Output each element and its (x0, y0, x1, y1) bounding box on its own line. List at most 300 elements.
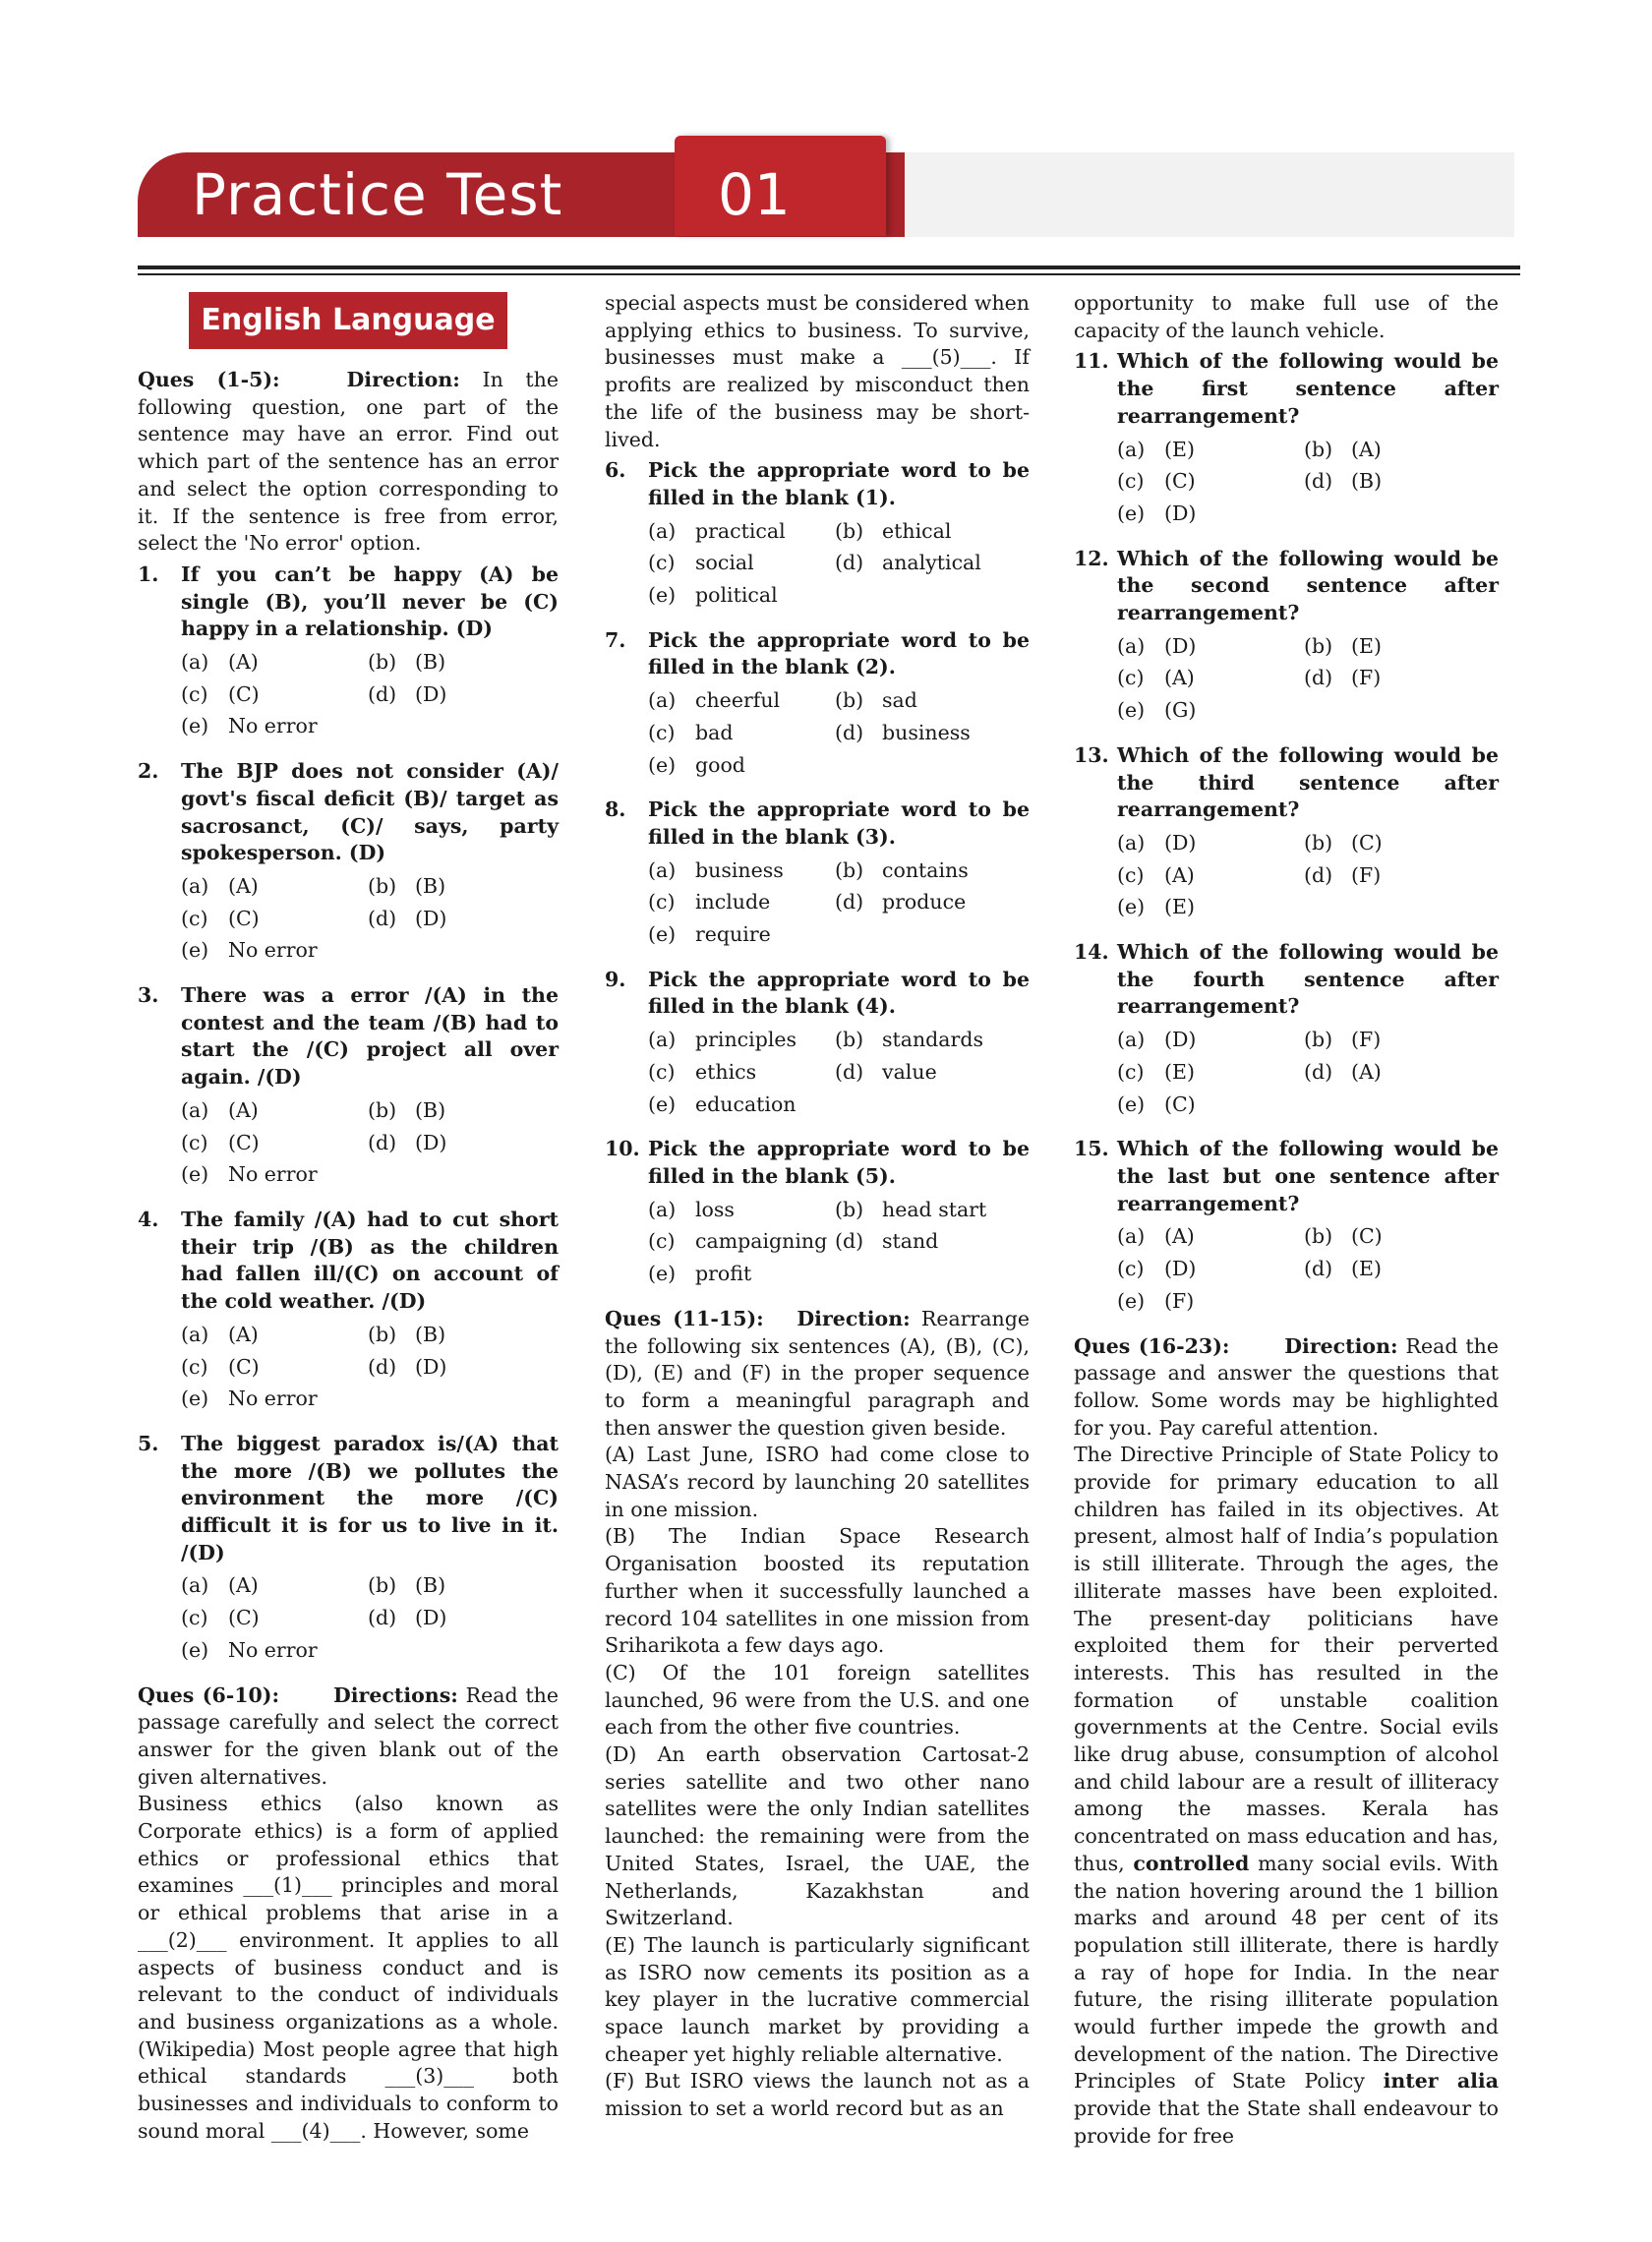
option-letter: (d) (1304, 469, 1333, 494)
page-title: Practice Test (192, 161, 563, 228)
answer-option[interactable] (181, 1572, 368, 1600)
question (1074, 939, 1499, 1021)
answer-option[interactable] (1117, 830, 1304, 857)
answer-option[interactable] (648, 1092, 835, 1119)
option-letter: (a) (1117, 830, 1146, 855)
answer-option[interactable] (648, 550, 835, 577)
answer-option[interactable] (648, 921, 835, 949)
option-letter: (d) (835, 720, 864, 744)
option-text: (D) (415, 1354, 447, 1379)
option-letter: (a) (1117, 633, 1146, 658)
answer-option[interactable] (1117, 468, 1304, 496)
option-text: (D) (415, 681, 447, 706)
answer-option[interactable] (835, 720, 1030, 747)
option-letter: (b) (368, 1322, 397, 1346)
option-text: head start (882, 1197, 987, 1221)
option-text: (D) (1164, 501, 1197, 525)
answer-option[interactable] (1117, 1223, 1304, 1251)
header-rule-top (138, 266, 1520, 269)
option-letter: (d) (1304, 1257, 1333, 1281)
answer-option[interactable] (648, 1197, 835, 1224)
option-text: sad (882, 688, 917, 713)
option-letter: (e) (648, 1262, 677, 1286)
question-number: 1. (138, 561, 159, 586)
answer-option[interactable] (835, 687, 1030, 715)
option-text: (D) (1164, 633, 1197, 658)
option-text: (D) (1164, 1028, 1197, 1052)
highlighted-word: controlled (1133, 1851, 1250, 1875)
option-letter: (e) (1117, 1092, 1146, 1116)
option-text: (C) (228, 1354, 260, 1379)
section-heading (138, 292, 559, 349)
answer-option[interactable] (181, 1130, 368, 1157)
answer-option[interactable] (1304, 665, 1499, 692)
section-badge: English Language (189, 292, 506, 349)
direction-label: Ques (6-10): (138, 1682, 280, 1707)
direction-6-10 (138, 1682, 559, 1792)
option-text: analytical (882, 551, 981, 575)
question-number: 9. (605, 967, 626, 991)
answer-option[interactable] (648, 752, 835, 780)
direction-label: Ques (1-5): (138, 368, 280, 391)
answer-option[interactable] (181, 1097, 368, 1125)
option-letter: (a) (648, 518, 677, 543)
question-text: If you can’t be happy (A) be single (B), you’ll never be (C) happy in a relationship. (D) (181, 561, 559, 641)
option-letter: (b) (835, 1028, 864, 1052)
option-text: (D) (1164, 830, 1197, 855)
answer-option[interactable] (368, 1322, 559, 1349)
option-letter: (c) (181, 906, 208, 930)
option-letter: (c) (1117, 666, 1145, 690)
option-text: stand (882, 1229, 939, 1254)
answer-options (1117, 830, 1499, 921)
answer-option[interactable] (1304, 633, 1499, 661)
option-text: (E) (1351, 1257, 1382, 1281)
option-letter: (d) (368, 1354, 397, 1379)
question-list (1074, 348, 1499, 1315)
option-letter: (c) (181, 1130, 208, 1154)
sentence-list (605, 1442, 1030, 2123)
option-letter: (b) (1304, 437, 1333, 461)
option-text: (A) (1351, 1059, 1382, 1084)
answer-option[interactable] (648, 1059, 835, 1087)
answer-option[interactable] (368, 649, 559, 677)
answer-option[interactable] (1304, 437, 1499, 464)
answer-option[interactable] (181, 713, 368, 740)
rearrange-sentence: (B) The Indian Space Research Organisation boosted its reputation further when it successfully launched a record 104 satellites in one mission from Sriharikota a few days ago. (605, 1524, 1030, 1658)
answer-options (648, 857, 1030, 949)
direction-text: In the following question, one part of the sentence may have an error. Find out which part of the sentence has an error and select the option corresponding to it. If the sentence is free from error, select the 'No error' option. (138, 368, 559, 556)
answer-option[interactable] (835, 1027, 1030, 1054)
option-text: (F) (1164, 1288, 1195, 1313)
column-2 (605, 290, 1030, 2123)
option-letter: (c) (181, 1354, 208, 1379)
option-letter: (b) (835, 688, 864, 713)
option-letter: (d) (835, 1229, 864, 1254)
option-letter: (d) (368, 1606, 397, 1630)
answer-option[interactable] (368, 1097, 559, 1125)
question-text: Which of the following would be the last but one sentence after rearrangement? (1117, 1137, 1499, 1215)
option-letter: (c) (1117, 1257, 1145, 1281)
option-text: (B) (1351, 469, 1383, 494)
answer-option[interactable] (181, 1386, 368, 1413)
option-text: No error (228, 938, 318, 963)
option-letter: (d) (835, 890, 864, 914)
answer-options (181, 1572, 559, 1664)
option-letter: (c) (648, 551, 676, 575)
option-letter: (e) (1117, 1288, 1146, 1313)
answer-option[interactable] (1304, 830, 1499, 857)
sentence-continued: opportunity to make full use of the capacity of the launch vehicle. (1074, 291, 1499, 342)
answer-option[interactable] (835, 518, 1030, 546)
answer-option[interactable] (1117, 1027, 1304, 1054)
option-text: (E) (1164, 1059, 1195, 1084)
option-text: loss (695, 1197, 735, 1221)
question (1074, 1136, 1499, 1217)
answer-option[interactable] (648, 582, 835, 610)
question-number: 14. (1074, 940, 1109, 965)
question (138, 561, 559, 643)
answer-option[interactable] (1304, 468, 1499, 496)
option-text: social (695, 551, 754, 575)
option-letter: (d) (1304, 666, 1333, 690)
answer-option[interactable] (1304, 1256, 1499, 1283)
question-number: 5. (138, 1431, 159, 1455)
option-text: No error (228, 1386, 318, 1411)
answer-options (181, 649, 559, 740)
answer-option[interactable] (1304, 862, 1499, 890)
option-letter: (b) (1304, 1224, 1333, 1249)
answer-option[interactable] (835, 889, 1030, 916)
answer-option[interactable] (648, 889, 835, 916)
direction-word: Direction: (346, 368, 460, 391)
answer-option[interactable] (1117, 1288, 1304, 1316)
answer-option[interactable] (181, 873, 368, 901)
answer-option[interactable] (648, 1228, 835, 1256)
option-text: (A) (228, 1573, 259, 1598)
option-letter: (c) (1117, 862, 1145, 887)
option-text: political (695, 583, 778, 608)
direction-word: Direction: (1284, 1333, 1398, 1358)
answer-option[interactable] (648, 720, 835, 747)
option-text: ethics (695, 1059, 757, 1084)
direction-text: Rearrange the following six sentences (A), (B), (C), (D), (E) and (F) in the proper sequence to form a meaningful paragraph and then answer the question given beside. (605, 1306, 1030, 1440)
direction-word: Direction: (796, 1306, 911, 1330)
answer-option[interactable] (181, 1637, 368, 1665)
option-letter: (a) (181, 1573, 209, 1598)
question-number: 3. (138, 983, 159, 1008)
passage-education (1074, 1442, 1499, 2150)
answer-option[interactable] (648, 518, 835, 546)
option-letter: (e) (648, 922, 677, 947)
answer-option[interactable] (368, 873, 559, 901)
option-text: (C) (228, 1130, 260, 1154)
question-text: Pick the appropriate word to be filled in the blank (5). (648, 1137, 1030, 1188)
option-letter: (e) (1117, 698, 1146, 723)
option-text: (B) (415, 1097, 446, 1122)
option-text: (A) (228, 650, 259, 675)
option-letter: (a) (1117, 1028, 1146, 1052)
question-number: 4. (138, 1207, 159, 1231)
answer-option[interactable] (181, 1161, 368, 1189)
passage-continued: special aspects must be considered when applying ethics to business. To survive, businesses must make a ___(5)___. If profits are realized by misconduct then the life of the business may be short-lived. (605, 291, 1030, 451)
answer-option[interactable] (648, 687, 835, 715)
direction-1-5 (138, 367, 559, 558)
answer-option[interactable] (368, 1130, 559, 1157)
option-letter: (a) (181, 650, 209, 675)
question-text: Pick the appropriate word to be filled in the blank (1). (648, 458, 1030, 509)
answer-option[interactable] (1117, 862, 1304, 890)
option-letter: (a) (181, 1322, 209, 1346)
option-letter: (e) (1117, 501, 1146, 525)
answer-option[interactable] (1117, 437, 1304, 464)
question (1074, 742, 1499, 824)
option-letter: (e) (181, 938, 209, 963)
direction-11-15 (605, 1306, 1030, 1443)
option-text: (D) (415, 906, 447, 930)
answer-option[interactable] (1117, 501, 1304, 528)
option-text: cheerful (695, 688, 781, 713)
option-letter: (c) (648, 890, 676, 914)
question-text: Which of the following would be the third sentence after rearrangement? (1117, 742, 1499, 822)
option-text: (A) (1164, 1224, 1195, 1249)
answer-option[interactable] (1117, 894, 1304, 921)
option-letter: (a) (648, 857, 677, 882)
rearrange-sentence: (F) But ISRO views the launch not as a mission to set a world record but as an (605, 2069, 1030, 2121)
question (1074, 348, 1499, 430)
option-text: profit (695, 1262, 752, 1286)
question-text: The BJP does not consider (A)/ govt's fiscal deficit (B)/ target as sacrosanct, (C)/ says, party spokesperson. (D) (181, 759, 559, 865)
option-text: business (882, 720, 971, 744)
answer-option[interactable] (368, 681, 559, 709)
question-number: 6. (605, 458, 626, 483)
option-text: (D) (415, 1130, 447, 1154)
option-letter: (b) (368, 1573, 397, 1598)
question (605, 967, 1030, 1021)
question-number: 15. (1074, 1137, 1109, 1161)
option-text: include (695, 890, 771, 914)
passage-business-ethics: Business ethics (also known as Corporate ethics) is a form of applied ethics or professional ethics that examines ___(1)___ principles and moral or ethical problems that arise in a ___(2)___ environment. It applies to all aspects of business conduct and is relevant to the conduct of individuals and business organizations as a whole. (Wikipedia) Most people agree that high ethical standards ___(3)___ both businesses and individuals to conform to sound moral ___(4)___. However, some (138, 1792, 559, 2143)
answer-option[interactable] (835, 1197, 1030, 1224)
option-text: ethical (882, 518, 952, 543)
option-letter: (e) (181, 714, 209, 738)
option-letter: (c) (648, 1229, 676, 1254)
option-letter: (b) (1304, 633, 1333, 658)
answer-option[interactable] (1117, 665, 1304, 692)
option-letter: (a) (181, 873, 209, 898)
question-list (138, 561, 559, 1665)
direction-label: Ques (11-15): (605, 1306, 764, 1330)
option-letter: (b) (835, 1197, 864, 1221)
option-text: (C) (228, 906, 260, 930)
option-text: (B) (415, 873, 446, 898)
answer-option[interactable] (1117, 1256, 1304, 1283)
answer-options (648, 1197, 1030, 1288)
answer-options (648, 518, 1030, 610)
option-letter: (e) (181, 1386, 209, 1411)
answer-option[interactable] (1304, 1027, 1499, 1054)
option-text: (E) (1164, 895, 1195, 919)
question-number: 10. (605, 1137, 640, 1161)
option-text: (C) (1164, 1092, 1196, 1116)
column-1 (138, 290, 559, 2145)
question (605, 627, 1030, 681)
answer-option[interactable] (1117, 1059, 1304, 1087)
answer-option[interactable] (368, 1354, 559, 1382)
answer-option[interactable] (181, 906, 368, 933)
option-letter: (e) (648, 583, 677, 608)
option-letter: (e) (648, 752, 677, 777)
rearrange-sentence: (A) Last June, ISRO had come close to NASA’s record by launching 20 satellites in one mission. (605, 1443, 1030, 1521)
question-number: 7. (605, 627, 626, 652)
answer-option[interactable] (1117, 697, 1304, 725)
option-text: value (882, 1059, 937, 1084)
answer-option[interactable] (648, 1027, 835, 1054)
option-text: (D) (1164, 1257, 1197, 1281)
answer-options (181, 873, 559, 965)
option-letter: (d) (1304, 1059, 1333, 1084)
question-text: Pick the appropriate word to be filled in the blank (3). (648, 797, 1030, 849)
answer-option[interactable] (368, 906, 559, 933)
option-text: produce (882, 890, 967, 914)
option-letter: (c) (1117, 1059, 1145, 1084)
question-list (605, 457, 1030, 1288)
answer-option[interactable] (1304, 1223, 1499, 1251)
option-text: practical (695, 518, 786, 543)
option-letter: (b) (835, 857, 864, 882)
answer-option[interactable] (181, 681, 368, 709)
option-text: (D) (415, 1606, 447, 1630)
question (138, 982, 559, 1092)
question-text: Which of the following would be the fourth sentence after rearrangement? (1117, 940, 1499, 1019)
rearrange-sentence: (C) Of the 101 foreign satellites launched, 96 were from the U.S. and one each from the other five countries. (605, 1660, 1030, 1740)
highlighted-word: inter alia (1383, 2069, 1499, 2094)
question-text: Pick the appropriate word to be filled in the blank (4). (648, 967, 1030, 1019)
direction-text: Read the passage and answer the questions that follow. Some words may be highlighted for you. Pay careful attention. (1074, 1333, 1499, 1440)
question-text: Which of the following would be the first sentence after rearrangement? (1117, 349, 1499, 428)
option-letter: (a) (1117, 1224, 1146, 1249)
option-text: (B) (415, 1573, 446, 1598)
answer-option[interactable] (181, 1605, 368, 1632)
option-text: (A) (228, 1097, 259, 1122)
answer-option[interactable] (181, 1322, 368, 1349)
option-letter: (c) (648, 720, 676, 744)
option-text: (F) (1351, 666, 1382, 690)
passage-text: provide that the State shall endeavour to provide for free (1074, 2096, 1499, 2148)
passage-text: many social evils. With the nation hovering around the 1 billion marks and around 48 per cent of its population still illiterate, there is hardly a ray of hope for India. In the near future, the rising illiterate population would further impede the growth and development of the nation. The Directive Principles of State Policy (1074, 1851, 1499, 2094)
option-text: (E) (1164, 437, 1195, 461)
answer-options (1117, 437, 1499, 528)
option-letter: (b) (1304, 830, 1333, 855)
option-text: (C) (1351, 1224, 1383, 1249)
option-text: bad (695, 720, 734, 744)
answer-option[interactable] (181, 1354, 368, 1382)
option-letter: (d) (835, 1059, 864, 1084)
option-letter: (c) (1117, 469, 1145, 494)
answer-option[interactable] (648, 1261, 835, 1288)
answer-option[interactable] (1304, 1059, 1499, 1087)
direction-label: Ques (16-23): (1074, 1333, 1230, 1358)
option-letter: (b) (1304, 1028, 1333, 1052)
option-text: (F) (1351, 862, 1382, 887)
answer-option[interactable] (1117, 1092, 1304, 1119)
answer-option[interactable] (835, 857, 1030, 885)
option-text: (B) (415, 1322, 446, 1346)
option-letter: (a) (1117, 437, 1146, 461)
answer-option[interactable] (368, 1572, 559, 1600)
answer-options (648, 687, 1030, 779)
option-text: No error (228, 1637, 318, 1662)
answer-option[interactable] (368, 1605, 559, 1632)
option-text: principles (695, 1028, 797, 1052)
option-letter: (a) (648, 688, 677, 713)
question (1074, 546, 1499, 627)
answer-option[interactable] (1117, 633, 1304, 661)
option-text: education (695, 1092, 796, 1116)
question (138, 1431, 559, 1567)
answer-options (181, 1097, 559, 1189)
option-text: (A) (228, 1322, 259, 1346)
option-letter: (b) (368, 650, 397, 675)
question (138, 1207, 559, 1316)
answer-option[interactable] (835, 1059, 1030, 1087)
question-text: The family /(A) had to cut short their trip /(B) as the children had fallen ill/(C) on account of the cold weather. /(D) (181, 1207, 559, 1314)
option-text: (A) (1351, 437, 1382, 461)
option-text: (A) (1164, 666, 1195, 690)
answer-option[interactable] (181, 937, 368, 965)
answer-option[interactable] (181, 649, 368, 677)
answer-option[interactable] (648, 857, 835, 885)
passage-text: The Directive Principle of State Policy to provide for primary education to all children has failed in its objectives. At present, almost half of India’s population is still illiterate. Through the ages, the illiterate masses have been exploited. The present-day politicians have exploited them for their perverted interests. This has resulted in the formation of unstable coalition governments at the Centre. Social evils like drug abuse, consumption of alcohol and child labour are a result of illiteracy among the masses. Kerala has concentrated on mass education and has, thus, (1074, 1443, 1499, 1875)
column-3 (1074, 290, 1499, 2151)
direction-16-23 (1074, 1333, 1499, 1443)
answer-options (1117, 633, 1499, 725)
direction-word: Directions: (332, 1682, 458, 1707)
option-letter: (c) (181, 1606, 208, 1630)
option-text: business (695, 857, 784, 882)
option-letter: (e) (648, 1092, 677, 1116)
question-number: 2. (138, 759, 159, 784)
option-text: standards (882, 1028, 983, 1052)
option-letter: (e) (1117, 895, 1146, 919)
option-text: (C) (228, 681, 260, 706)
question (605, 1136, 1030, 1190)
question-number: 12. (1074, 546, 1109, 570)
option-text: contains (882, 857, 969, 882)
question (605, 796, 1030, 851)
option-text: require (695, 922, 771, 947)
answer-options (181, 1322, 559, 1413)
option-letter: (a) (181, 1097, 209, 1122)
option-text: (C) (1164, 469, 1196, 494)
rearrange-sentence: (E) The launch is particularly significant as ISRO now cements its position as a key player in the lucrative commercial space launch market by providing a cheaper yet highly reliable alternative. (605, 1932, 1030, 2066)
option-letter: (d) (368, 681, 397, 706)
question-number: 13. (1074, 742, 1109, 767)
option-letter: (e) (181, 1162, 209, 1187)
question (138, 758, 559, 867)
option-text: (C) (1351, 830, 1383, 855)
answer-option[interactable] (835, 1228, 1030, 1256)
question-number: 11. (1074, 349, 1109, 374)
question-text: Pick the appropriate word to be filled in the blank (2). (648, 627, 1030, 679)
answer-option[interactable] (835, 550, 1030, 577)
answer-options (648, 1027, 1030, 1118)
option-letter: (e) (181, 1637, 209, 1662)
question (605, 457, 1030, 511)
answer-options (1117, 1027, 1499, 1118)
option-letter: (b) (835, 518, 864, 543)
option-letter: (c) (648, 1059, 676, 1084)
